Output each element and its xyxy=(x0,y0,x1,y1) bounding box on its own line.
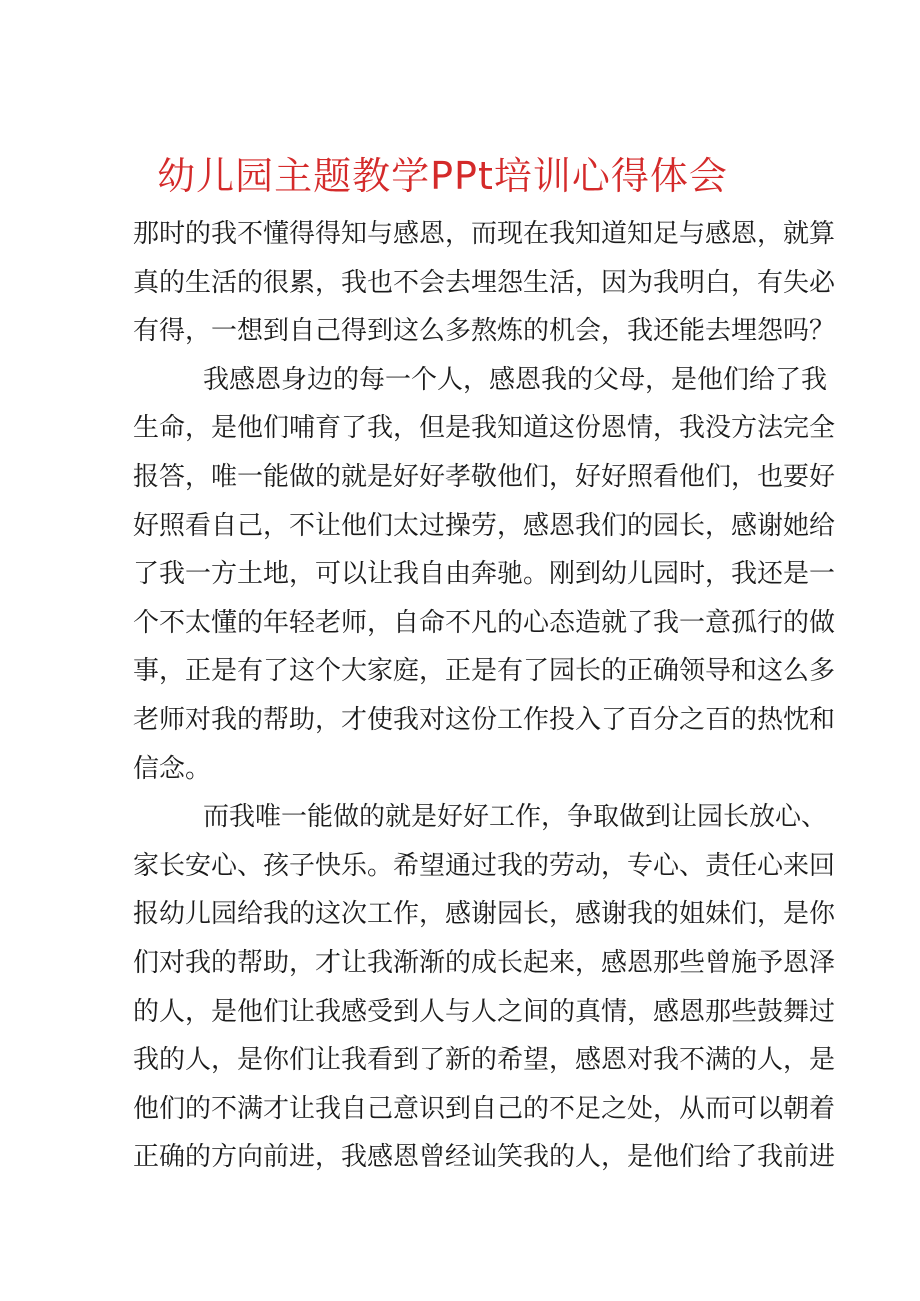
document-title: 幼儿园主题教学PPt培训心得体会 xyxy=(157,154,728,198)
paragraph-3-line-3: 报幼儿园给我的这次工作，感谢园长，感谢我的姐妹们，是你 xyxy=(133,899,836,930)
paragraph-2-line-1: 我感恩身边的每一个人，感恩我的父母，是他们给了我 xyxy=(203,364,828,395)
paragraph-3-line-5: 的人，是他们让我感受到人与人之间的真情，感恩那些鼓舞过 xyxy=(133,996,836,1027)
paragraph-2-line-7: 事，正是有了这个大家庭，正是有了园长的正确领导和这么多 xyxy=(133,656,836,687)
paragraph-3-line-8: 正确的方向前进，我感恩曾经讪笑我的人，是他们给了我前进 xyxy=(133,1142,836,1173)
paragraph-2-line-2: 生命，是他们哺育了我，但是我知道这份恩情，我没方法完全 xyxy=(133,413,836,444)
paragraph-2-line-6: 个不太懂的年轻老师，自命不凡的心态造就了我一意孤行的做 xyxy=(133,607,836,638)
paragraph-3-line-4: 们对我的帮助，才让我渐渐的成长起来，感恩那些曾施予恩泽 xyxy=(133,947,836,978)
paragraph-2-line-3: 报答，唯一能做的就是好好孝敬他们，好好照看他们，也要好 xyxy=(133,461,836,492)
paragraph-2-line-5: 了我一方土地，可以让我自由奔驰。刚到幼儿园时，我还是一 xyxy=(133,559,836,590)
document-body xyxy=(133,210,836,1182)
paragraph-3-line-7: 他们的不满才让我自己意识到自己的不足之处，从而可以朝着 xyxy=(133,1093,836,1124)
paragraph-3-line-1: 而我唯一能做的就是好好工作，争取做到让园长放心、 xyxy=(203,802,828,833)
paragraph-2-line-8: 老师对我的帮助，才使我对这份工作投入了百分之百的热忱和 xyxy=(133,704,836,735)
paragraph-2-line-9: 信念。 xyxy=(133,753,212,784)
paragraph-2-line-4: 好照看自己，不让他们太过操劳，感恩我们的园长，感谢她给 xyxy=(133,510,836,541)
paragraph-1-line-1: 那时的我不懂得得知与感恩，而现在我知道知足与感恩，就算 xyxy=(133,219,836,249)
paragraph-1-line-3: 有得，一想到自己得到这么多熬炼的机会，我还能去埋怨吗？ xyxy=(133,316,836,347)
paragraph-3-line-6: 我的人，是你们让我看到了新的希望，感恩对我不满的人，是 xyxy=(133,1045,836,1076)
paragraph-3-line-2: 家长安心、孩子快乐。希望通过我的劳动，专心、责任心来回 xyxy=(133,850,836,881)
paragraph-1-line-2: 真的生活的很累，我也不会去埋怨生活，因为我明白，有失必 xyxy=(133,267,836,298)
